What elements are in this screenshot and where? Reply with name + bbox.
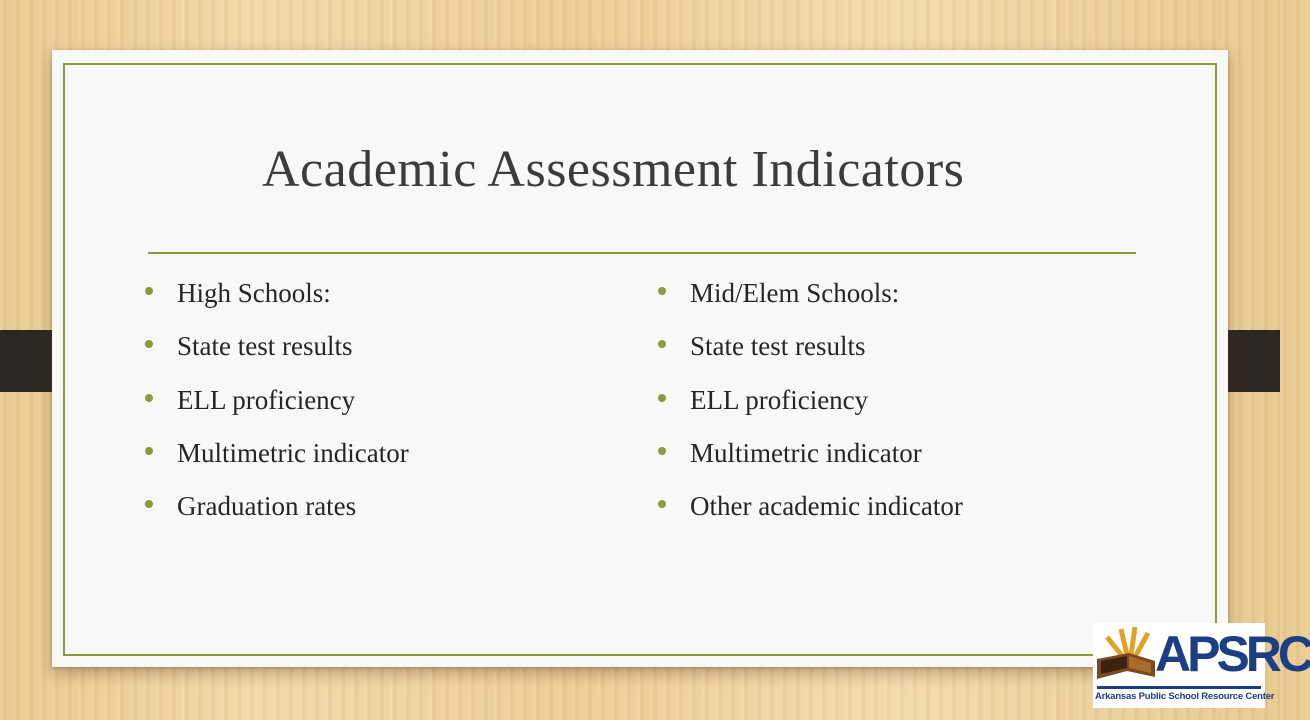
list-item-label: ELL proficiency bbox=[690, 384, 869, 415]
slide-title: Academic Assessment Indicators bbox=[262, 141, 965, 198]
list-item-label: High Schools: bbox=[177, 278, 331, 308]
bullet-dot-icon bbox=[658, 287, 666, 295]
list-item-label: Multimetric indicator bbox=[177, 437, 409, 468]
left-bullet-list bbox=[145, 278, 409, 544]
apsrc-logo bbox=[1093, 623, 1310, 708]
bullet-dot-icon bbox=[145, 340, 153, 348]
list-item-label: Mid/Elem Schools: bbox=[690, 278, 900, 308]
right-bullet-list bbox=[658, 278, 963, 544]
logo-divider bbox=[1097, 686, 1261, 689]
list-item-label: ELL proficiency bbox=[177, 384, 356, 415]
bullet-dot-icon bbox=[658, 394, 666, 402]
book-sunburst-icon bbox=[1093, 623, 1163, 685]
list-item bbox=[658, 331, 963, 384]
bullet-dot-icon bbox=[658, 500, 666, 508]
list-item bbox=[145, 438, 409, 491]
bullet-dot-icon bbox=[145, 447, 153, 455]
list-item bbox=[658, 385, 963, 438]
bullet-dot-icon bbox=[658, 340, 666, 348]
bullet-dot-icon bbox=[145, 500, 153, 508]
list-item-label: Graduation rates bbox=[177, 491, 357, 522]
bullet-dot-icon bbox=[145, 287, 153, 295]
logo-tagline: Arkansas Public School Resource Center bbox=[1095, 691, 1275, 702]
list-item-label: State test results bbox=[177, 331, 353, 362]
bullet-dot-icon bbox=[145, 394, 153, 402]
list-item-label: Multimetric indicator bbox=[690, 437, 922, 468]
logo-name: APSRC bbox=[1155, 626, 1310, 682]
list-item bbox=[145, 385, 409, 438]
list-item bbox=[145, 491, 409, 544]
list-item bbox=[658, 278, 963, 331]
bullet-dot-icon bbox=[658, 447, 666, 455]
list-item-label: State test results bbox=[690, 331, 866, 362]
title-divider bbox=[148, 252, 1136, 254]
slide-card bbox=[52, 50, 1228, 667]
list-item bbox=[145, 278, 409, 331]
list-item bbox=[145, 331, 409, 384]
list-item bbox=[658, 491, 963, 544]
list-item bbox=[658, 438, 963, 491]
list-item-label: Other academic indicator bbox=[690, 491, 963, 522]
